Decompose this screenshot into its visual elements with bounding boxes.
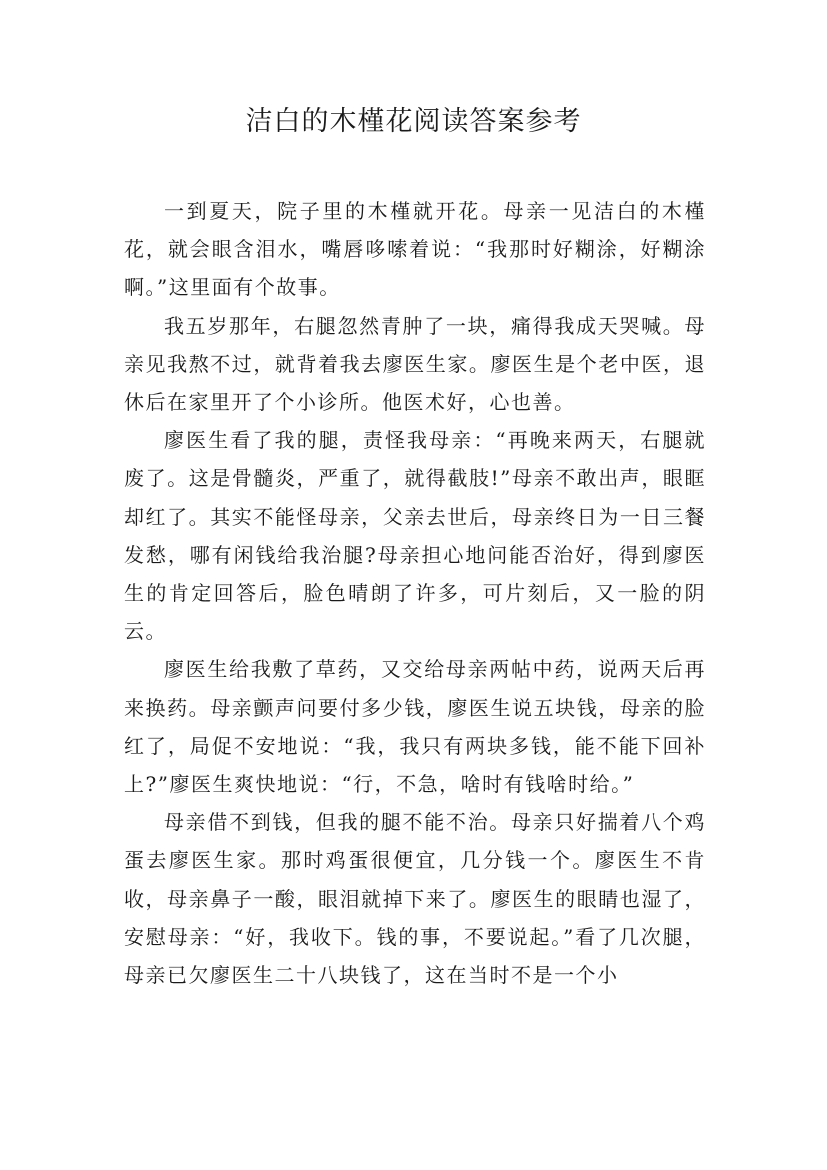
paragraph-2: 我五岁那年，右腿忽然青肿了一块，痛得我成天哭喊。母亲见我熬不过，就背着我去廖医生家。廖医生是个老中医，退休后在家里开了个小诊所。他医术好，心也善。	[124, 313, 706, 415]
page-title: 洁白的木槿花阅读答案参考	[245, 106, 582, 137]
paragraph-3: 廖医生看了我的腿，责怪我母亲：“再晚来两天，右腿就废了。这是骨髓炎，严重了，就得截肢!”母亲不敢出声，眼眶却红了。其实不能怪母亲，父亲去世后，母亲终日为一日三餐发愁，哪有闲钱给我治腿?母亲担心地问能否治好，得到廖医生的肯定回答后，脸色晴朗了许多，可片刻后，又一脸的阴云。	[124, 428, 706, 644]
paragraph-4: 廖医生给我敷了草药，又交给母亲两帖中药，说两天后再来换药。母亲颤声问要付多少钱，廖医生说五块钱，母亲的脸红了，局促不安地说：“我，我只有两块多钱，能不能下回补上?”廖医生爽快地说：“行，不急，啥时有钱啥时给。”	[124, 657, 706, 797]
paragraph-1: 一到夏天，院子里的木槿就开花。母亲一见洁白的木槿花，就会眼含泪水，嘴唇哆嗦着说：“我那时好糊涂，好糊涂啊。”这里面有个故事。	[124, 199, 706, 300]
article-body	[124, 192, 706, 994]
paragraph-5: 母亲借不到钱，但我的腿不能不治。母亲只好揣着八个鸡蛋去廖医生家。那时鸡蛋很便宜，几分钱一个。廖医生不肯收，母亲鼻子一酸，眼泪就掉下来了。廖医生的眼睛也湿了，安慰母亲：“好，我收下。钱的事，不要说起。”看了几次腿，母亲已欠廖医生二十八块钱了，这在当时不是一个小	[124, 810, 706, 988]
